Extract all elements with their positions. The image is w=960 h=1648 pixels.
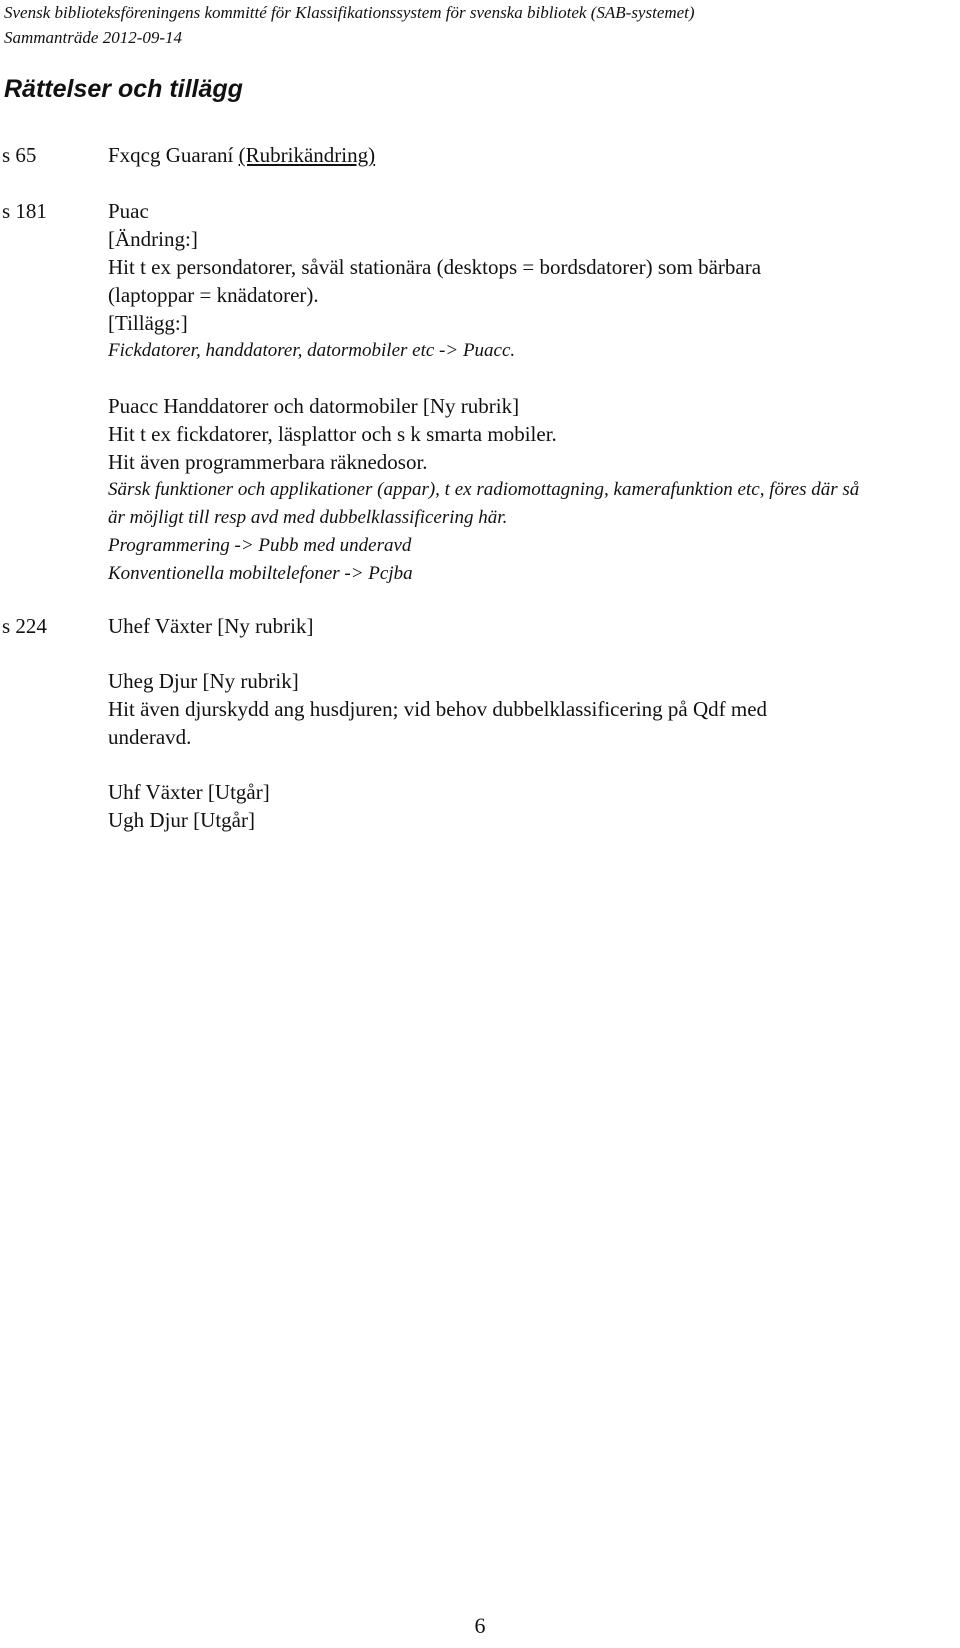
entry-line: Hit även djurskydd ang husdjuren; vid behov dubbelklassificering på Qdf med bbox=[108, 697, 768, 721]
header-committee: Svensk biblioteksföreningens kommitté för Klassifikationssystem för svenska bibliotek (SAB-systemet) bbox=[4, 3, 695, 22]
entry-line: Programmering -> Pubb med underavd bbox=[108, 535, 412, 556]
entry-line: Särsk funktioner och applikationer (appar), t ex radiomottagning, kamerafunktion etc, föres där så bbox=[108, 479, 860, 500]
page-reference: s 181 bbox=[2, 199, 47, 223]
entry-line: [Ändring:] bbox=[108, 227, 198, 251]
entry-line: Hit även programmerbara räknedosor. bbox=[108, 450, 428, 474]
entry-line: Uheg Djur [Ny rubrik] bbox=[108, 669, 299, 693]
entry-line: Puacc Handdatorer och datormobiler [Ny rubrik] bbox=[108, 394, 520, 418]
entry-line: Hit t ex fickdatorer, läsplattor och s k smarta mobiler. bbox=[108, 422, 557, 446]
entry-line: Hit t ex persondatorer, såväl stationära (desktops = bordsdatorer) som bärbara bbox=[108, 255, 762, 279]
entry-line: Uhf Växter [Utgår] bbox=[108, 780, 270, 804]
entry-line: Puac bbox=[108, 199, 149, 223]
header-meeting-date: Sammanträde 2012-09-14 bbox=[4, 28, 183, 47]
entry-text: Fxqcg Guaraní bbox=[108, 143, 239, 167]
page-title: Rättelser och tillägg bbox=[4, 75, 243, 103]
entry-line: är möjligt till resp avd med dubbelklassificering här. bbox=[108, 507, 508, 528]
entry-note: (Rubrikändring) bbox=[238, 143, 376, 167]
entry-line: Ugh Djur [Utgår] bbox=[108, 808, 255, 832]
entry-line: Konventionella mobiltelefoner -> Pcjba bbox=[108, 563, 413, 584]
entry-line bbox=[108, 141, 375, 169]
entry-line: [Tillägg:] bbox=[108, 311, 188, 335]
page-reference: s 65 bbox=[2, 143, 37, 167]
page-reference: s 224 bbox=[2, 614, 47, 638]
entry-line: Uhef Växter [Ny rubrik] bbox=[108, 614, 314, 638]
entry-line: (laptoppar = knädatorer). bbox=[108, 283, 319, 307]
entry-line: Fickdatorer, handdatorer, datormobiler etc -> Puacc. bbox=[108, 340, 516, 361]
page-number: 6 bbox=[474, 1613, 486, 1638]
entry-line: underavd. bbox=[108, 725, 192, 749]
